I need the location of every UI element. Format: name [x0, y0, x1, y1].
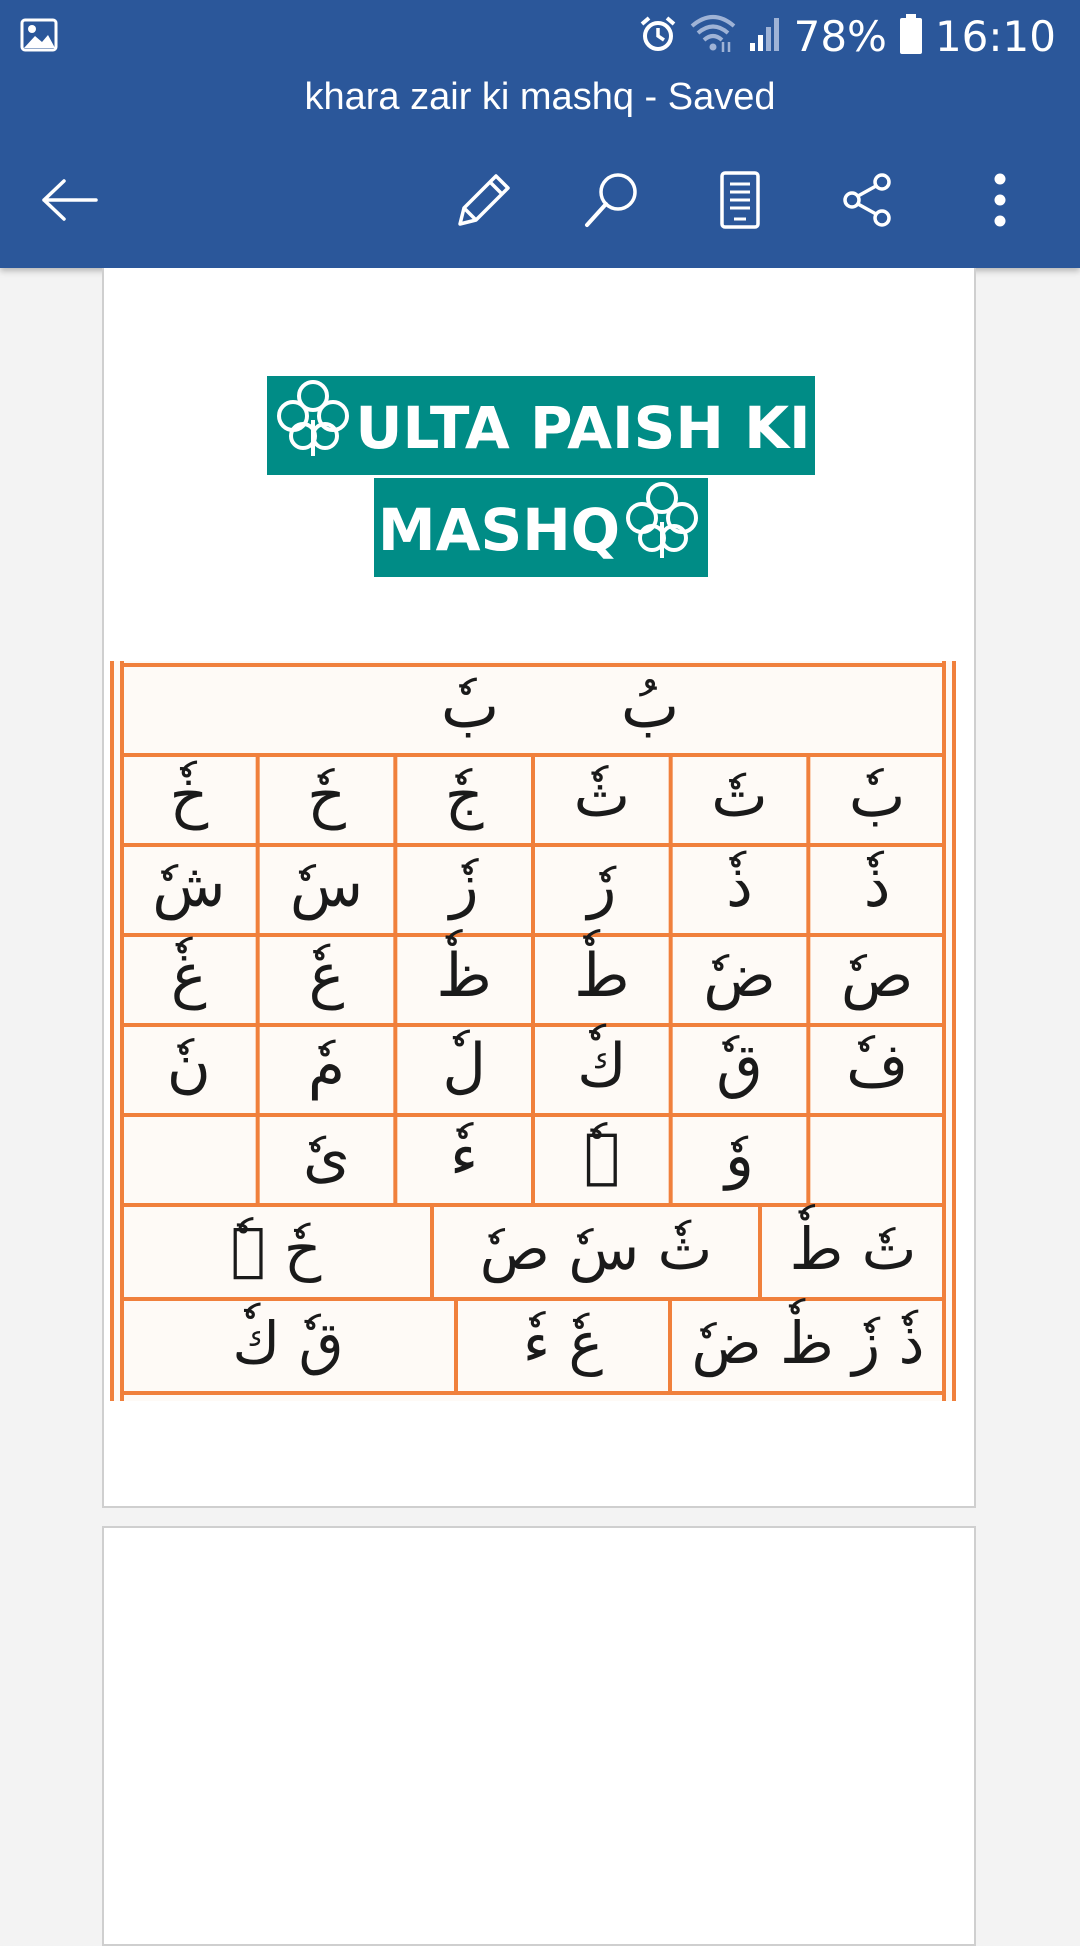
letter-cell: زٗ: [449, 851, 479, 922]
reading-view-button[interactable]: [700, 160, 780, 240]
letter-cell: سٗ: [289, 851, 364, 922]
alarm-icon: [638, 14, 678, 58]
battery-percentage: 78%: [793, 11, 887, 61]
letter-cell: ذٗ: [863, 851, 891, 922]
header-letter: بٗ: [440, 669, 500, 742]
more-options-button[interactable]: [960, 160, 1040, 240]
status-bar: [0, 0, 1080, 72]
letter-cell: قٗ: [716, 1031, 763, 1102]
letter-cell: ہٗ: [583, 1121, 620, 1192]
reading-view-icon: [718, 170, 762, 230]
back-arrow-icon: [40, 178, 100, 222]
document-title: khara zair ki mashq - Saved: [304, 76, 776, 118]
signal-icon: [748, 15, 782, 57]
page-heading: [104, 376, 978, 580]
letter-cell: لٗ: [442, 1031, 486, 1102]
flower-icon: [271, 376, 355, 460]
letter-cell: عٗ: [308, 941, 345, 1012]
letter-cell: صٗ: [840, 941, 914, 1012]
heading-text-2: MASHQ: [377, 496, 621, 564]
letter-cell: شٗ: [152, 851, 226, 922]
letter-group: عٗ ءٗ: [522, 1308, 604, 1377]
document-page[interactable]: [102, 268, 976, 1508]
letter-cell: نٗ: [166, 1031, 211, 1102]
wifi-icon: [690, 14, 736, 58]
letter-group: تٗ طٗ: [789, 1214, 917, 1283]
search-icon: [582, 170, 642, 230]
letter-cell: طٗ: [574, 941, 630, 1012]
letter-cell: ءٗ: [450, 1121, 479, 1192]
letter-cell: ذٗ: [726, 851, 753, 922]
letter-cell: غٗ: [170, 941, 207, 1012]
letter-cell: یٗ: [303, 1121, 350, 1192]
back-button[interactable]: [30, 160, 110, 240]
header-letter: بُ: [620, 669, 680, 742]
heading-line-1: [267, 376, 814, 475]
letter-group: قٗ كٗ: [232, 1308, 344, 1377]
letter-cell: ضٗ: [703, 941, 776, 1012]
alphabet-chart: [110, 661, 956, 1401]
search-button[interactable]: [572, 160, 652, 240]
clock: 16:10: [934, 11, 1056, 61]
more-options-icon: [990, 170, 1010, 230]
share-icon: [838, 170, 898, 230]
app-bar: [0, 0, 1080, 268]
letter-cell: وٗ: [725, 1121, 754, 1192]
letter-cell: خٗ: [169, 761, 209, 832]
letter-group: ذٗ زٗ ظٗ ضٗ: [691, 1308, 925, 1377]
heading-text-1: ULTA PAISH KI: [355, 394, 811, 462]
letter-group: ثٗ سٗ صٗ: [479, 1214, 713, 1283]
heading-line-2: [374, 478, 708, 577]
flower-icon: [620, 478, 704, 562]
letter-cell: مٗ: [307, 1031, 346, 1102]
share-button[interactable]: [828, 160, 908, 240]
letter-cell: ظٗ: [436, 941, 492, 1012]
letter-cell: رٗ: [587, 851, 617, 922]
letter-group: حٗ ہٗ: [230, 1214, 322, 1283]
battery-icon: [899, 13, 923, 59]
alphabet-chart-image: [110, 661, 956, 1401]
letter-cell: ثٗ: [573, 761, 631, 832]
letter-cell: كٗ: [577, 1031, 627, 1102]
edit-button[interactable]: [442, 160, 522, 240]
edit-pencil-icon: [452, 170, 512, 230]
letter-cell: حٗ: [307, 761, 346, 832]
document-canvas[interactable]: [0, 268, 1080, 1920]
letter-cell: تٗ: [711, 761, 768, 832]
letter-cell: جٗ: [444, 761, 484, 832]
letter-cell: فٗ: [846, 1031, 909, 1102]
gallery-icon: [20, 18, 58, 56]
document-page-2[interactable]: [102, 1526, 976, 1946]
toolbar: [0, 160, 1080, 240]
letter-cell: بٗ: [848, 761, 906, 832]
